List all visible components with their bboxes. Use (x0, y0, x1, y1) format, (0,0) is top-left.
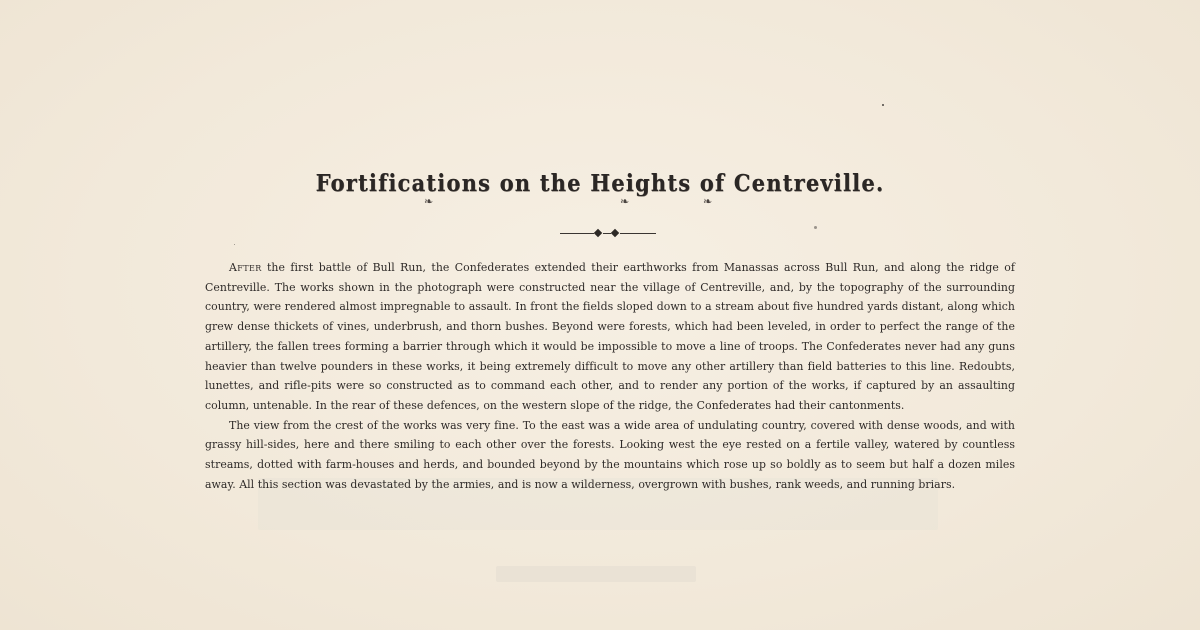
page-title: Fortifications on the Heights of Centreville. (315, 168, 885, 197)
paragraph-text: the first battle of Bull Run, the Confederates extended their earthworks from Manassas across Bull Run, and along the ridge of Centreville. The works shown in the photograph were constructed near the village of Centreville, and, by the topography of the surrounding country, were rendered almost impregnable to assault. In front the fields sloped down to a stream about five hundred yards distant, along which grew dense thickets of vines, underbrush, and thorn bushes. Beyond were forests, which had been leveled, in order to perfect the range of the artillery, the fallen trees forming a barrier through which it would be impossible to move a line of troops. The Confederates never had any guns heavier than twelve pounders in these works, it being extremely difficult to move any other artillery than field batteries to this line. Redoubts, lunettes, and rifle-pits were so constructed as to command each other, and to render any portion of the works, if captured by an assaulting column, untenable. In the rear of these defences, on the western slope of the ridge, the Confederates had their cantonments. (205, 261, 1015, 412)
rule-line-center (603, 233, 611, 234)
flourish-ornament-icon: ❧ (424, 195, 434, 208)
ornamental-rule (560, 228, 656, 238)
paper-speck (882, 104, 884, 106)
paragraph-lead-word: After (229, 261, 262, 274)
rule-line-right (620, 233, 656, 234)
rule-diamond-icon (611, 229, 619, 237)
title-block (0, 170, 1200, 195)
flourish-ornament-icon: ❧ (703, 195, 713, 208)
paragraph-text: The view from the crest of the works was very fine. To the east was a wide area of undulating country, covered with dense woods, and with grassy hill-sides, here and there smiling to each other over the forests. Looking west the eye rested on a fertile valley, watered by countless streams, dotted with farm-houses and herds, and bounded beyond by the mountains which rose up so boldly as to seem but half a dozen miles away. All this section was devastated by the armies, and is now a wilderness, overgrown with bushes, rank weeds, and running briars. (205, 418, 1015, 491)
paragraph-2 (205, 416, 1015, 495)
paragraph-1 (205, 258, 1015, 416)
rule-diamond-icon (594, 229, 602, 237)
body-text (205, 258, 1015, 494)
paper-speck (234, 244, 235, 245)
paper-speck (814, 226, 817, 229)
caption-bleed-through (496, 566, 696, 582)
flourish-ornament-icon: ❧ (620, 195, 630, 208)
rule-line-left (560, 233, 594, 234)
title-flourishes (0, 197, 1200, 219)
